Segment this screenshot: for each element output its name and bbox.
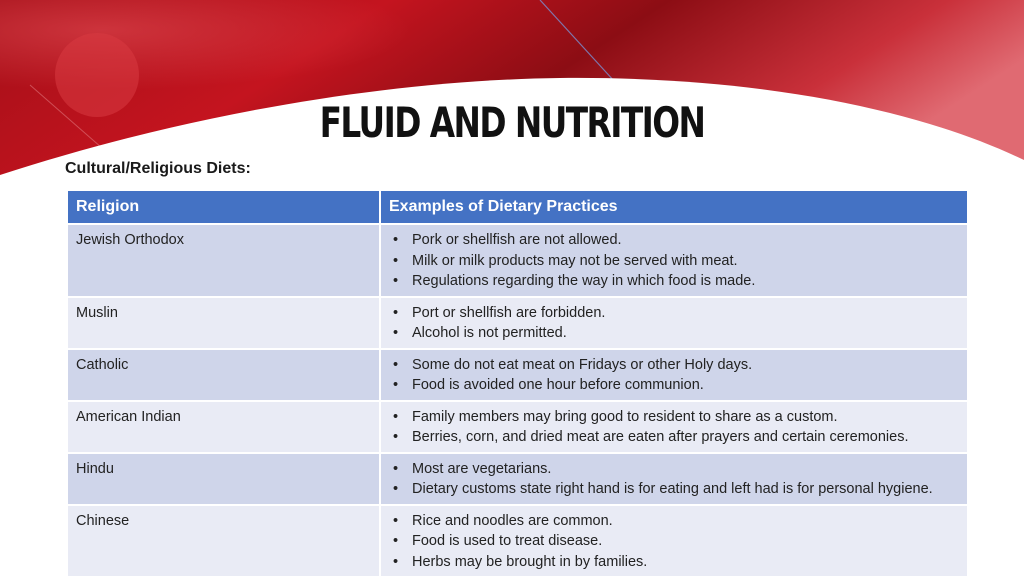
practices-cell [380, 297, 968, 349]
table-row [67, 349, 968, 401]
list-item: • Food is used to treat disease. [389, 531, 959, 552]
list-item: • Berries, corn, and dried meat are eaten after prayers and certain ceremonies. [389, 427, 959, 448]
religion-cell: Hindu [67, 453, 380, 505]
dietary-practices-table [66, 189, 969, 578]
practices-list [389, 459, 959, 500]
table-row [67, 224, 968, 297]
practices-cell [380, 349, 968, 401]
list-item: • Port or shellfish are forbidden. [389, 303, 959, 324]
list-item: • Milk or milk products may not be served with meat. [389, 251, 959, 272]
table-row [67, 297, 968, 349]
practices-cell [380, 224, 968, 297]
practices-list [389, 511, 959, 573]
slide-subtitle: Cultural/Religious Diets: [65, 160, 251, 177]
list-item: • Pork or shellfish are not allowed. [389, 230, 959, 251]
practices-list [389, 407, 959, 448]
list-item: • Regulations regarding the way in which food is made. [389, 271, 959, 292]
slide-title: FLUID AND NUTRITION [319, 98, 705, 147]
header-practices: Examples of Dietary Practices [380, 190, 968, 224]
religion-cell: Chinese [67, 505, 380, 578]
list-item: • Alcohol is not permitted. [389, 323, 959, 344]
table-header-row [67, 190, 968, 224]
religion-cell: Catholic [67, 349, 380, 401]
religion-cell: Muslin [67, 297, 380, 349]
religion-cell: Jewish Orthodox [67, 224, 380, 297]
list-item: • Family members may bring good to resident to share as a custom. [389, 407, 959, 428]
list-item: • Some do not eat meat on Fridays or other Holy days. [389, 355, 959, 376]
practices-list [389, 355, 959, 396]
practices-cell [380, 505, 968, 578]
practices-cell [380, 401, 968, 453]
list-item: • Herbs may be brought in by families. [389, 552, 959, 573]
list-item: • Rice and noodles are common. [389, 511, 959, 532]
list-item: • Food is avoided one hour before communion. [389, 375, 959, 396]
table-row [67, 505, 968, 578]
table-row [67, 453, 968, 505]
table-row [67, 401, 968, 453]
practices-list [389, 230, 959, 292]
header-religion: Religion [67, 190, 380, 224]
practices-cell [380, 453, 968, 505]
practices-list [389, 303, 959, 344]
list-item: • Dietary customs state right hand is for eating and left had is for personal hygiene. [389, 479, 959, 500]
list-item: • Most are vegetarians. [389, 459, 959, 480]
religion-cell: American Indian [67, 401, 380, 453]
